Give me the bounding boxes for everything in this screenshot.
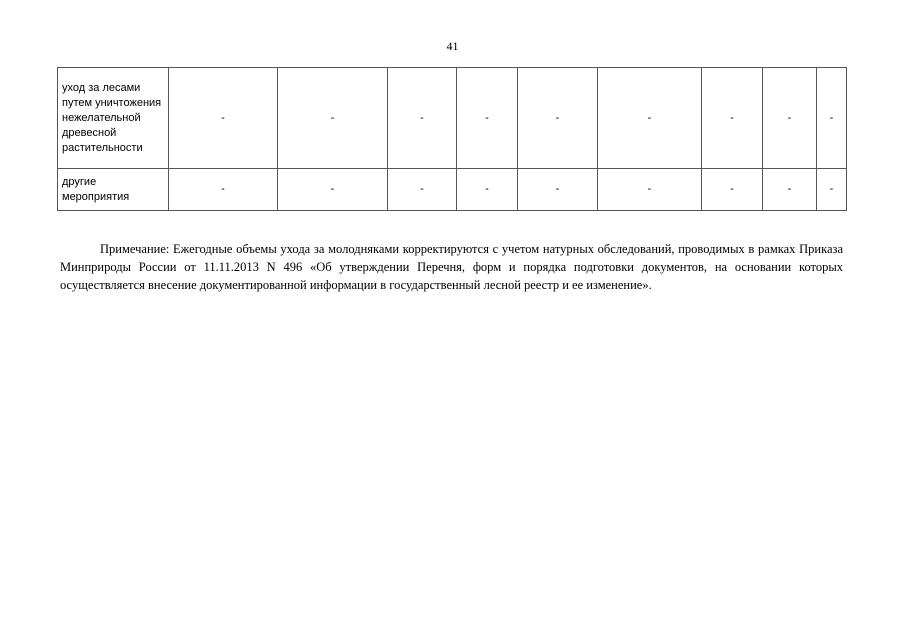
table-cell: - [817,169,847,211]
table-cell: - [518,169,598,211]
table-cell: - [702,169,763,211]
table-cell: - [598,169,702,211]
row-label: уход за лесами путем уничтожения нежелательной древесной растительности [58,68,169,169]
table-cell: - [763,68,817,169]
table-cell: - [518,68,598,169]
table-cell: - [388,169,457,211]
table-row [58,169,847,211]
table-cell: - [169,68,278,169]
table-cell: - [817,68,847,169]
table-cell: - [169,169,278,211]
activities-table [57,67,847,211]
table-cell: - [278,169,388,211]
page-number: 41 [446,39,459,53]
table-cell: - [388,68,457,169]
table-cell: - [598,68,702,169]
table-cell: - [457,169,518,211]
table-cell: - [702,68,763,169]
table-cell: - [763,169,817,211]
footnote: Примечание: Ежегодные объемы ухода за молодняками корректируются с учетом натурных обследований, проводимых в рамках Приказа Минприроды России от 11.11.2013 N 496 «Об утверждении Перечня, форм и порядка подготовки документов, на основании которых осуществляется внесение документированной информации в государственный лесной реестр и ее изменение». [60,242,843,292]
table-row [58,68,847,169]
table-cell: - [278,68,388,169]
table-cell: - [457,68,518,169]
row-label: другие мероприятия [58,169,169,211]
